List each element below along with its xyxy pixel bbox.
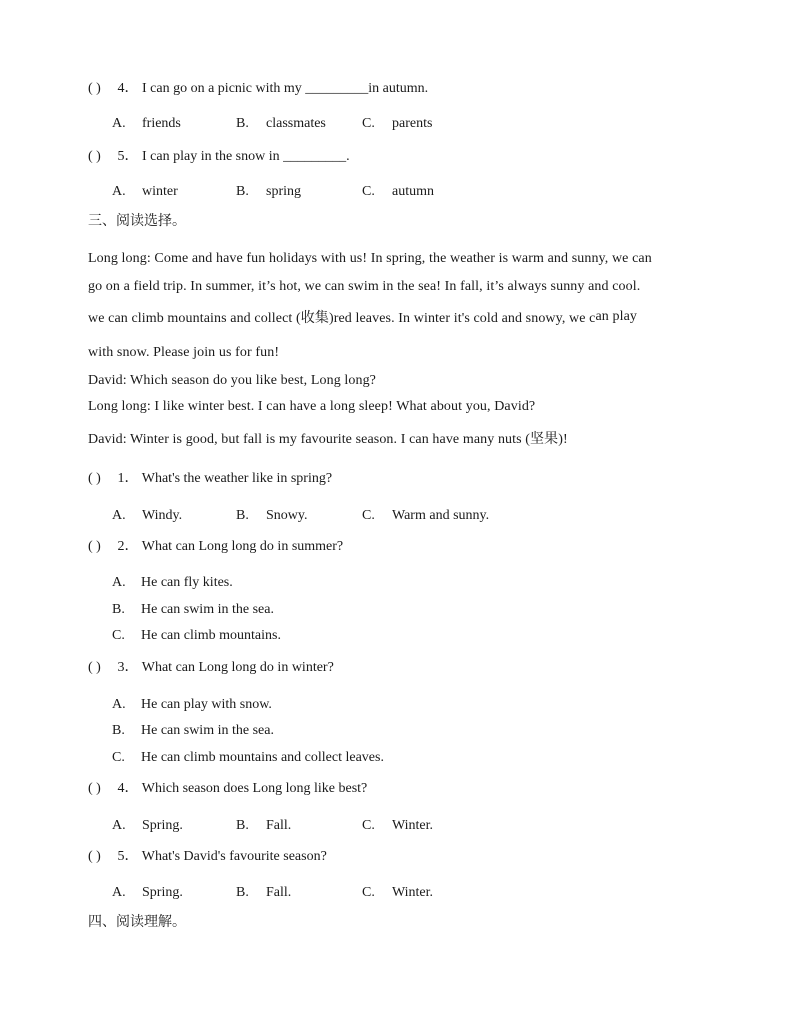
option-letter: B. — [236, 818, 249, 833]
question-text-tail: in autumn. — [368, 81, 429, 96]
question-5-stem — [88, 848, 327, 866]
question-2-stem — [88, 538, 343, 556]
answer-paren[interactable]: ( ) — [88, 471, 101, 486]
option-a[interactable] — [112, 884, 183, 902]
option-c[interactable] — [112, 749, 384, 767]
option-text: He can fly kites. — [141, 575, 233, 590]
passage-line: Long long: I like winter best. I can have a long sleep! What about you, David? — [88, 399, 536, 414]
question-1-stem — [88, 470, 332, 488]
option-text: Warm and sunny. — [392, 508, 490, 523]
option-b[interactable] — [236, 817, 291, 835]
passage-line: go on a field trip. In summer, it’s hot, we can swim in the sea! In fall, it’s always sunny and cool. — [88, 279, 641, 294]
option-letter: A. — [112, 184, 126, 199]
option-text: He can swim in the sea. — [141, 602, 274, 617]
option-b[interactable] — [112, 601, 274, 619]
option-a[interactable] — [112, 696, 272, 714]
option-letter: B. — [236, 885, 249, 900]
passage-line: Long long: Come and have fun holidays with us! In spring, the weather is warm and sunny, we can — [88, 251, 652, 266]
question-5-stem — [88, 148, 350, 166]
question-text: Which season does Long long like best? — [141, 781, 368, 796]
question-text: What's David's favourite season? — [141, 849, 327, 864]
question-number: 3． — [117, 660, 139, 675]
option-letter: A. — [112, 575, 126, 590]
option-letter: C. — [112, 628, 125, 643]
option-c[interactable] — [362, 884, 433, 902]
option-text: parents — [392, 116, 433, 131]
option-letter: B. — [236, 116, 249, 131]
option-letter: A. — [112, 818, 126, 833]
option-c[interactable] — [112, 627, 281, 645]
option-letter: A. — [112, 885, 126, 900]
section-3-heading: 三、阅读选择。 — [88, 213, 186, 229]
option-text: classmates — [266, 116, 326, 131]
option-letter: C. — [362, 508, 375, 523]
passage-line: with snow. Please join us for fun! — [88, 345, 280, 360]
passage-text: )! — [558, 432, 568, 447]
option-text: He can play with snow. — [141, 697, 272, 712]
question-number: 5． — [117, 849, 139, 864]
passage-line — [88, 430, 568, 449]
option-letter: C. — [362, 818, 375, 833]
answer-paren[interactable]: ( ) — [88, 539, 101, 554]
answer-paren[interactable]: ( ) — [88, 149, 101, 164]
option-text: spring — [266, 184, 301, 199]
option-letter: B. — [236, 508, 249, 523]
chinese-gloss: 收集 — [300, 310, 329, 326]
question-number: 5． — [117, 149, 139, 164]
passage-line — [88, 309, 637, 328]
option-letter: A. — [112, 697, 126, 712]
passage-text: )red leaves. In winter it's cold and snowy, we c — [328, 311, 596, 326]
option-letter: C. — [362, 184, 375, 199]
option-text: He can climb mountains. — [141, 628, 281, 643]
option-letter: C. — [362, 885, 375, 900]
option-b[interactable] — [236, 884, 291, 902]
option-a[interactable] — [112, 574, 233, 592]
passage-text: David: Winter is good, but fall is my favourite season. I can have many nuts ( — [88, 432, 531, 447]
question-text: What's the weather like in spring? — [141, 471, 333, 486]
passage-text: we can climb mountains and collect ( — [88, 311, 301, 326]
option-text: Snowy. — [266, 508, 308, 523]
option-text: Windy. — [142, 508, 183, 523]
option-b[interactable] — [236, 115, 326, 133]
question-number: 2． — [117, 539, 139, 554]
question-text-tail: . — [346, 149, 350, 164]
option-letter: B. — [112, 723, 125, 738]
question-text: What can Long long do in summer? — [141, 539, 344, 554]
option-text: He can swim in the sea. — [141, 723, 274, 738]
option-text: Fall. — [266, 885, 292, 900]
passage-text: an play — [595, 309, 637, 324]
option-b[interactable] — [112, 722, 274, 740]
option-text: He can climb mountains and collect leaves. — [141, 750, 384, 765]
question-number: 1． — [117, 471, 139, 486]
answer-paren[interactable]: ( ) — [88, 81, 101, 96]
question-text: What can Long long do in winter? — [141, 660, 334, 675]
option-a[interactable] — [112, 115, 181, 133]
option-b[interactable] — [236, 183, 301, 201]
question-text: I can play in the snow in — [142, 149, 284, 164]
answer-paren[interactable]: ( ) — [88, 660, 101, 675]
option-letter: B. — [112, 602, 125, 617]
question-4-stem — [88, 80, 428, 98]
option-text: Winter. — [392, 818, 434, 833]
option-text: Fall. — [266, 818, 292, 833]
option-letter: C. — [362, 116, 375, 131]
option-text: Spring. — [142, 885, 183, 900]
option-text: friends — [142, 116, 181, 131]
option-c[interactable] — [362, 507, 489, 525]
option-a[interactable] — [112, 507, 182, 525]
option-c[interactable] — [362, 183, 434, 201]
question-text: I can go on a picnic with my — [142, 81, 306, 96]
question-3-stem — [88, 659, 334, 677]
option-letter: A. — [112, 116, 126, 131]
option-a[interactable] — [112, 817, 183, 835]
option-text: autumn — [392, 184, 434, 199]
option-letter: A. — [112, 508, 126, 523]
question-number: 4． — [117, 781, 139, 796]
question-number: 4． — [117, 81, 139, 96]
answer-paren[interactable]: ( ) — [88, 849, 101, 864]
answer-blank[interactable]: _________ — [305, 81, 369, 96]
answer-blank[interactable]: _________ — [283, 149, 347, 164]
option-letter: C. — [112, 750, 125, 765]
option-b[interactable] — [236, 507, 308, 525]
option-text: Spring. — [142, 818, 183, 833]
option-letter: B. — [236, 184, 249, 199]
option-c[interactable] — [362, 817, 433, 835]
option-text: winter — [142, 184, 178, 199]
answer-paren[interactable]: ( ) — [88, 781, 101, 796]
chinese-gloss: 坚果 — [530, 431, 559, 447]
section-4-heading: 四、阅读理解。 — [88, 914, 186, 930]
passage-line: David: Which season do you like best, Long long? — [88, 373, 376, 388]
option-text: Winter. — [392, 885, 434, 900]
question-4-stem — [88, 780, 367, 798]
option-c[interactable] — [362, 115, 432, 133]
option-a[interactable] — [112, 183, 178, 201]
